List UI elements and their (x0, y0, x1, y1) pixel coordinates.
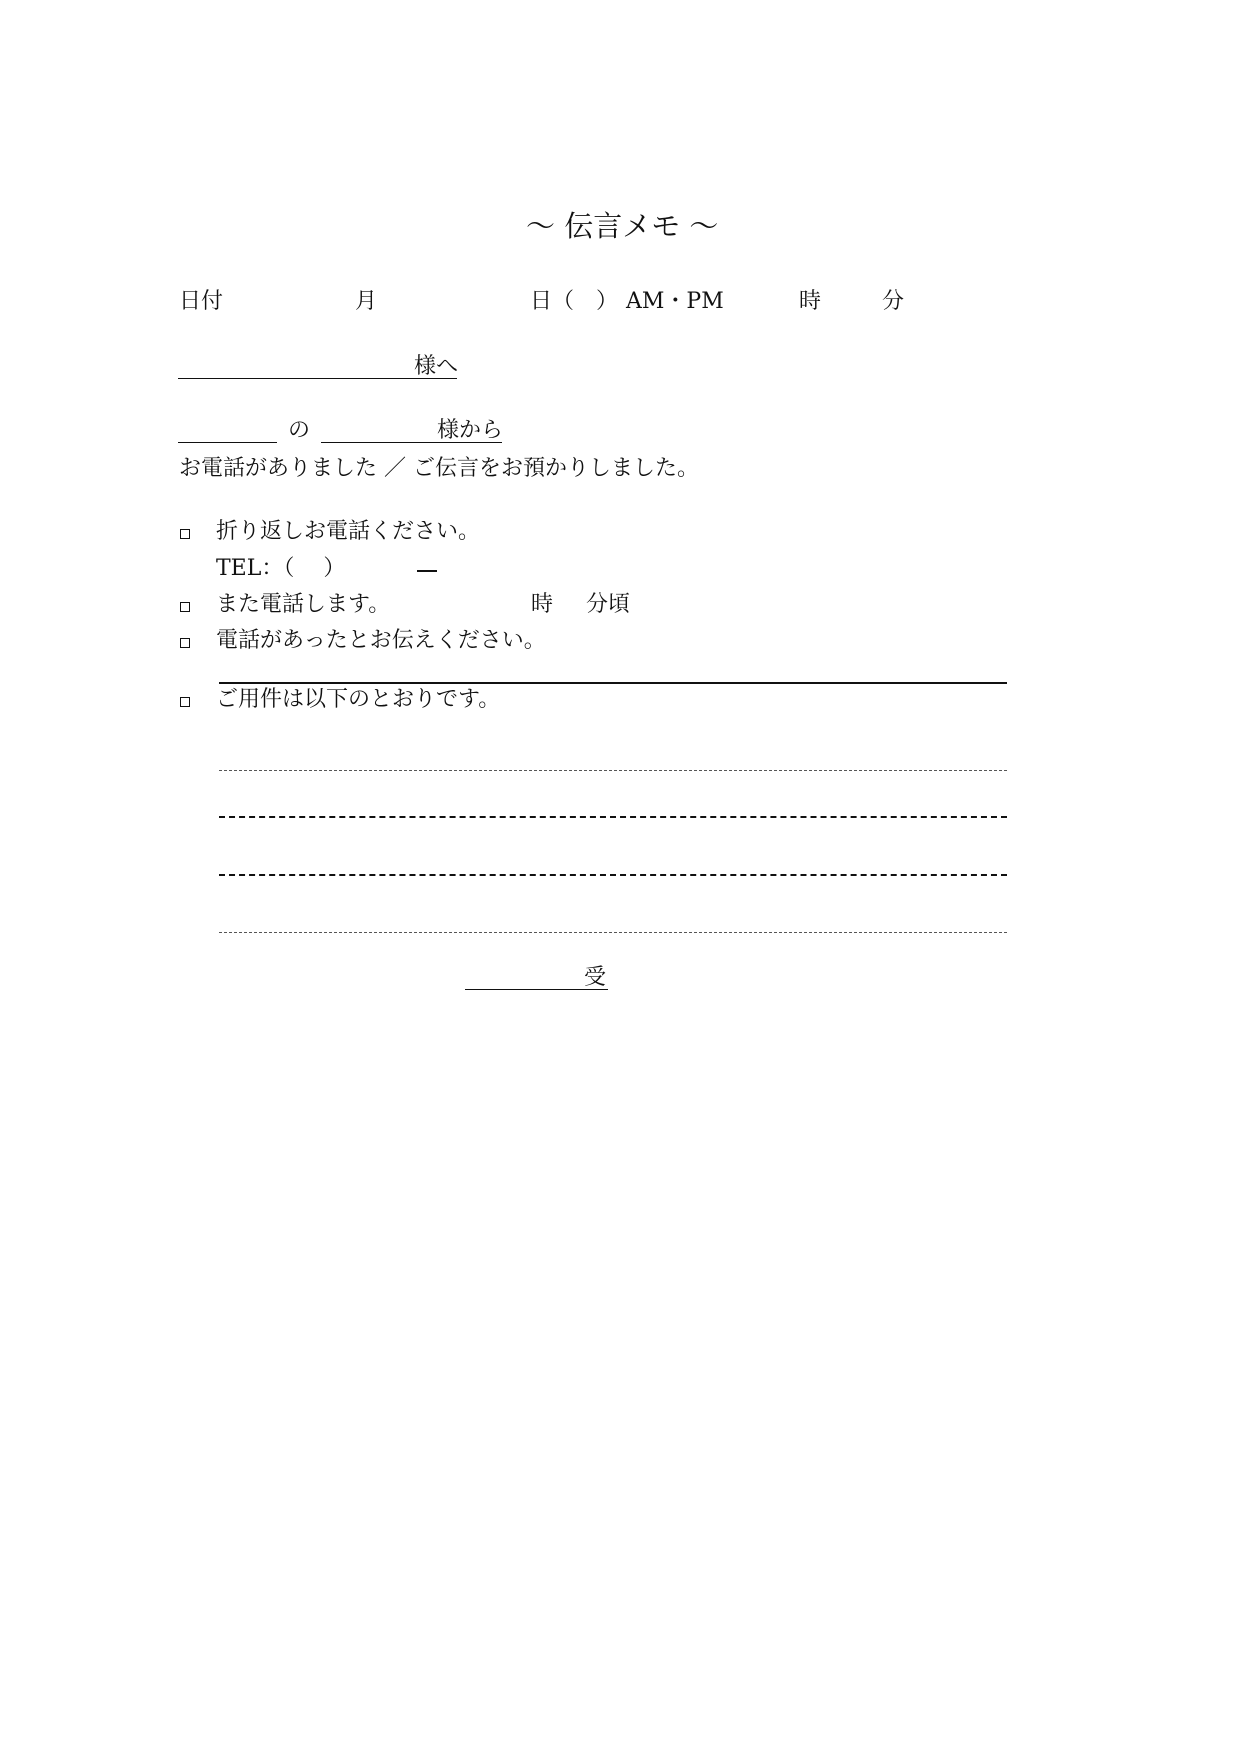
received-suffix: 受 (584, 965, 607, 990)
page-title: ～ 伝言メモ ～ (526, 209, 719, 243)
will-call-label: また電話します。 (216, 592, 391, 617)
details-line-2[interactable] (219, 816, 1007, 818)
hour-label: 時 (799, 289, 822, 314)
callback-checkbox[interactable] (180, 529, 190, 539)
caller-suffix: 様から (437, 418, 504, 443)
will-call-minute-label: 分頃 (586, 592, 631, 617)
day-label: 日（ ） (530, 289, 619, 314)
details-line-3[interactable] (219, 874, 1007, 876)
will-call-hour-label: 時 (531, 592, 554, 617)
details-line-1[interactable] (219, 770, 1007, 771)
callback-label: 折り返しお電話ください。 (216, 519, 481, 544)
message-intro: お電話がありました ／ ご伝言をお預かりしました。 (179, 456, 699, 481)
details-checkbox[interactable] (180, 697, 190, 707)
month-label: 月 (355, 289, 378, 314)
caller-company-underline[interactable] (178, 442, 277, 443)
recipient-suffix: 様へ (414, 354, 459, 379)
tell-called-label: 電話があったとお伝えください。 (216, 628, 546, 653)
separator-line (219, 682, 1007, 684)
ampm-label: AM・PM (626, 289, 724, 314)
details-label: ご用件は以下のとおりです。 (216, 687, 501, 712)
tel-label: TEL：（ ） (216, 556, 346, 581)
details-line-4[interactable] (219, 932, 1007, 933)
date-label: 日付 (179, 289, 224, 314)
minute-label: 分 (882, 289, 905, 314)
tell-called-checkbox[interactable] (180, 638, 190, 648)
tel-separator-dash (417, 570, 437, 572)
caller-of-label: の (288, 418, 311, 443)
will-call-checkbox[interactable] (180, 602, 190, 612)
